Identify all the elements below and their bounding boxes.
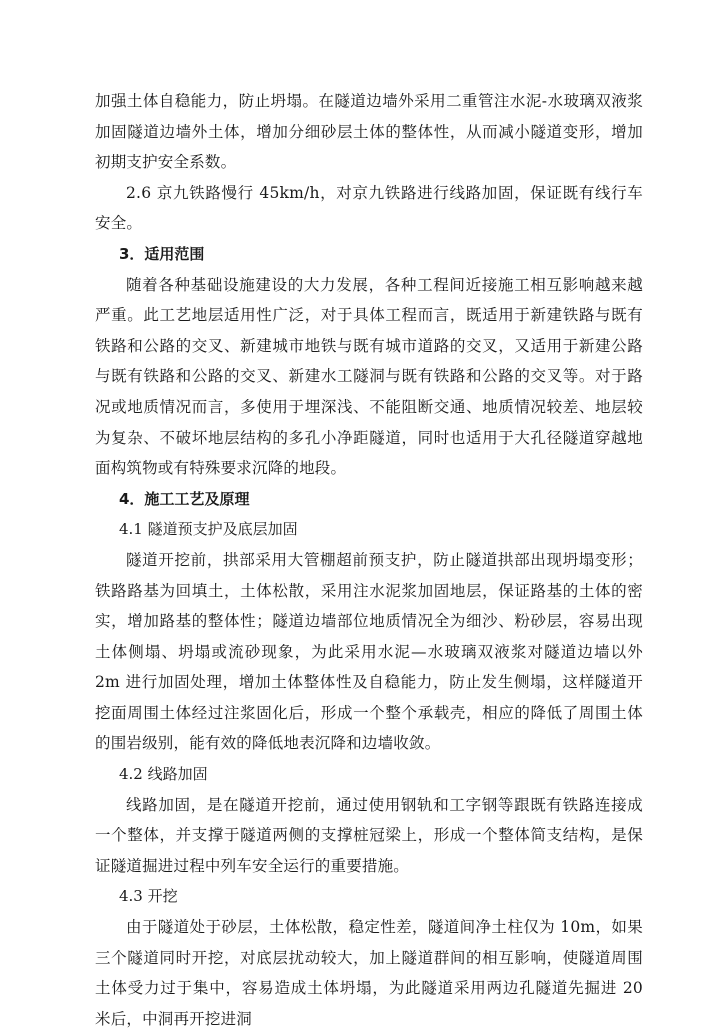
section-heading-4: 4．施工工艺及原理: [119, 489, 250, 508]
paragraph-4-2: 线路加固，是在隧道开挖前，通过使用钢轨和工字钢等跟既有铁路连接成一个整体，并支撑于隧道两侧的支撑桩冠梁上，形成一个整体简支结构，是保证隧道掘进过程中列车安全运行的重要措施。: [95, 795, 643, 875]
paragraph-3: 随着各种基础设施建设的大力发展，各种工程间近接施工相互影响越来越严重。此工艺地层适用性广泛，对于具体工程而言，既适用于新建铁路与既有铁路和公路的交叉、新建城市地铁与既有城市道路的交叉，又适用于新建公路与既有铁路和公路的交叉、新建水工隧洞与既有铁路和公路的交叉等。对于路况或地质情况而言，多使用于埋深浅、不能阻断交通、地质情况较差、地层较为复杂、不破坏地层结构的多孔小净距隧道，同时也适用于大孔径隧道穿越地面构筑物或有特殊要求沉降的地段。: [95, 275, 643, 478]
document-body: [95, 86, 643, 1034]
subsection-heading-4-3: 4.3 开挖: [119, 887, 178, 906]
paragraph-2-6: 2.6 京九铁路慢行 45km/h，对京九铁路进行线路加固，保证既有线行车安全。: [95, 183, 643, 233]
paragraph-4-3: 由于隧道处于砂层，土体松散，稳定性差，隧道间净土柱仅为 10m，如果三个隧道同时开挖，对底层扰动较大，加上隧道群间的相互影响，使隧道周围土体受力过于集中，容易造成土体坍塌，为此隧道采用两边孔隧道先掘进 20 米后，中洞再开挖进洞: [95, 918, 643, 1028]
paragraph-4-1: 隧道开挖前，拱部采用大管棚超前预支护，防止隧道拱部出现坍塌变形；铁路路基为回填土，土体松散，采用注水泥浆加固地层，保证路基的土体的密实，增加路基的整体性；隧道边墙部位地质情况全为细沙、粉砂层，容易出现土体侧塌、坍塌或流砂现象，为此采用水泥—水玻璃双液浆对隧道边墙以外 2m 进行加固处理，增加土体整体性及自稳能力，防止发生侧塌，这样隧道开挖面周围土体经过注浆固化后，形成一个整个承载壳，相应的降低了周围土体的围岩级别，能有效的降低地表沉降和边墙收敛。: [95, 550, 643, 753]
paragraph-intro: 加强土体自稳能力，防止坍塌。在隧道边墙外采用二重管注水泥-水玻璃双液浆加固隧道边墙外土体，增加分细砂层土体的整体性，从而减小隧道变形，增加初期支护安全系数。: [95, 92, 643, 172]
section-heading-3: 3．适用范围: [119, 244, 205, 263]
subsection-heading-4-2: 4.2 线路加固: [119, 765, 208, 784]
subsection-heading-4-1: 4.1 隧道预支护及底层加固: [119, 520, 298, 539]
